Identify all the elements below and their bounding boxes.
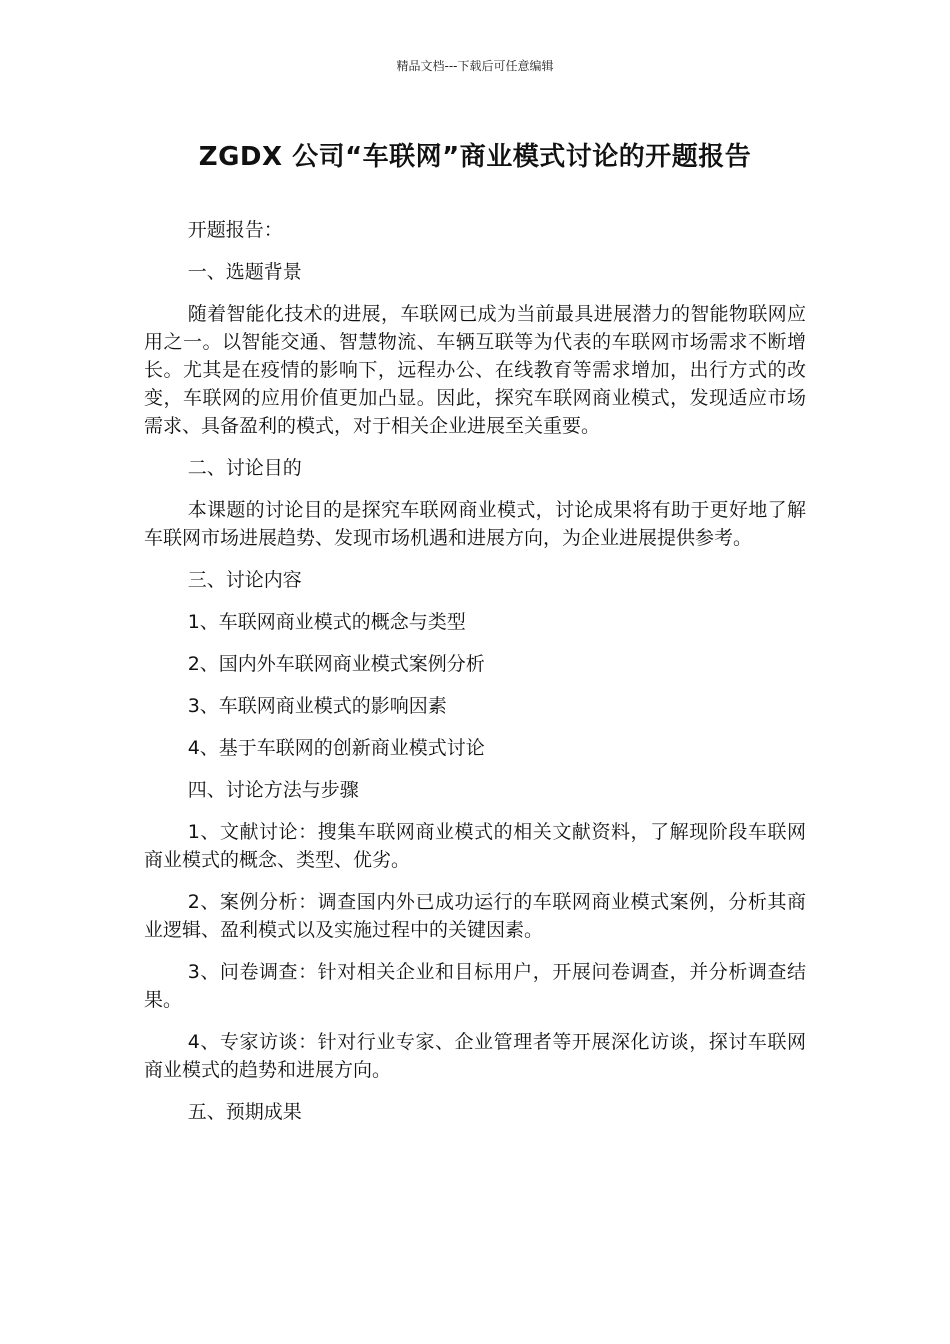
content-item-2: 2、国内外车联网商业模式案例分析 bbox=[187, 653, 485, 675]
section-heading-methods: 四、讨论方法与步骤 bbox=[187, 779, 359, 801]
method-item-2: 2、案例分析：调查国内外已成功运行的车联网商业模式案例，分析其商业逻辑、盈利模式以及实施过程中的关键因素。 bbox=[144, 891, 806, 941]
content-item-3: 3、车联网商业模式的影响因素 bbox=[187, 695, 447, 717]
section-heading-background: 一、选题背景 bbox=[187, 261, 302, 283]
method-item-3: 3、问卷调查：针对相关企业和目标用户，开展问卷调查，并分析调查结果。 bbox=[144, 961, 806, 1011]
content-item-1: 1、车联网商业模式的概念与类型 bbox=[187, 611, 466, 633]
paragraph-background: 随着智能化技术的进展，车联网已成为当前最具进展潜力的智能物联网应用之一。以智能交通、智慧物流、车辆互联等为代表的车联网市场需求不断增长。尤其是在疫情的影响下，远程办公、在线教育等需求增加，出行方式的改变，车联网的应用价值更加凸显。因此，探究车联网商业模式，发现适应市场需求、具备盈利的模式，对于相关企业进展至关重要。 bbox=[144, 303, 806, 437]
label-opening-report: 开题报告： bbox=[187, 219, 283, 241]
section-heading-outcomes: 五、预期成果 bbox=[187, 1101, 302, 1123]
method-item-1: 1、文献讨论：搜集车联网商业模式的相关文献资料，了解现阶段车联网商业模式的概念、类型、优劣。 bbox=[144, 821, 806, 871]
section-heading-content: 三、讨论内容 bbox=[187, 569, 302, 591]
content-item-4: 4、基于车联网的创新商业模式讨论 bbox=[187, 737, 485, 759]
header-note: 精品文档---下载后可任意编辑 bbox=[396, 59, 554, 73]
paragraph-purpose: 本课题的讨论目的是探究车联网商业模式，讨论成果将有助于更好地了解车联网市场进展趋势、发现市场机遇和进展方向，为企业进展提供参考。 bbox=[144, 499, 806, 549]
method-item-4: 4、专家访谈：针对行业专家、企业管理者等开展深化访谈，探讨车联网商业模式的趋势和进展方向。 bbox=[144, 1031, 806, 1081]
section-heading-purpose: 二、讨论目的 bbox=[187, 457, 302, 479]
document-body bbox=[144, 216, 806, 1140]
document-title: ZGDX 公司“车联网”商业模式讨论的开题报告 bbox=[198, 142, 752, 172]
